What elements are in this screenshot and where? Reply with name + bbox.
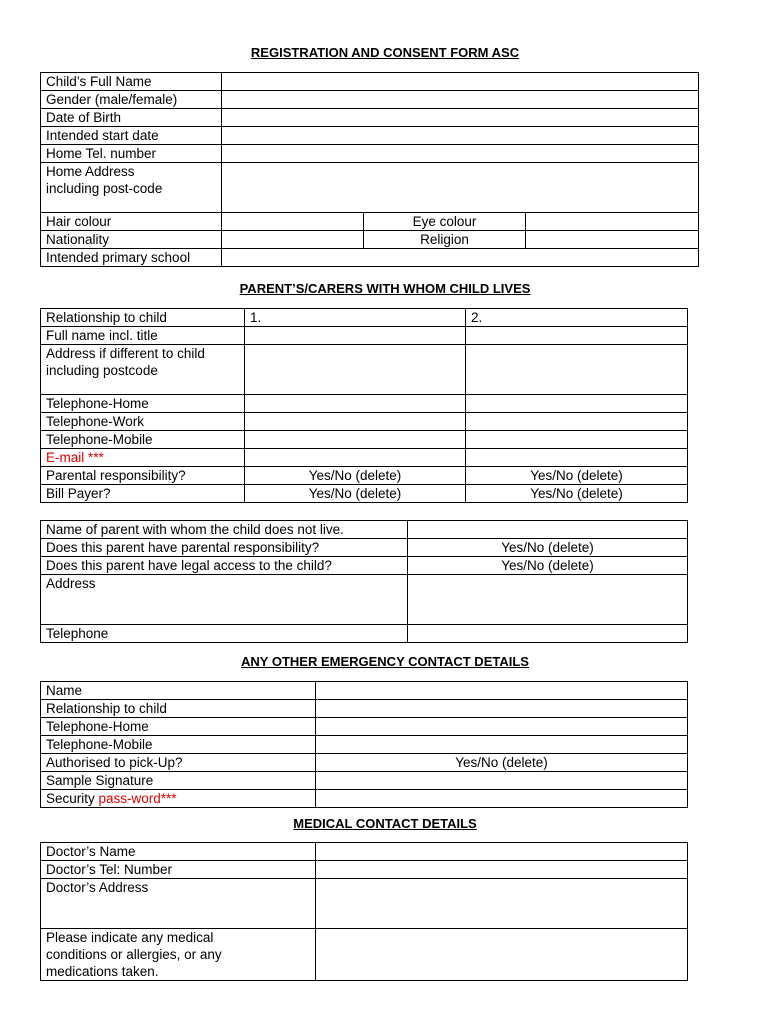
emergency-section-title: ANY OTHER EMERGENCY CONTACT DETAILS [241, 654, 529, 669]
home-address-line-2: including post-code [46, 181, 163, 196]
medical-conditions-line-3: medications taken. [46, 964, 159, 979]
home-address-field[interactable] [222, 163, 699, 213]
doctor-tel-label: Doctor’s Tel: Number [41, 861, 316, 879]
parent-1-tel-work-field[interactable] [245, 413, 466, 431]
parent-1-tel-home-field[interactable] [245, 395, 466, 413]
parent-address-label [41, 345, 245, 395]
parent-1-header: 1. [245, 309, 466, 327]
start-date-field[interactable] [222, 127, 699, 145]
hair-colour-field[interactable] [222, 213, 364, 231]
parent-1-tel-mobile-field[interactable] [245, 431, 466, 449]
emergency-pickup-choice[interactable]: Yes/No (delete) [316, 754, 688, 772]
nationality-label: Nationality [41, 231, 222, 249]
parent-1-bill-payer-choice[interactable]: Yes/No (delete) [245, 485, 466, 503]
parents-table [40, 308, 688, 503]
doctor-name-label: Doctor’s Name [41, 843, 316, 861]
doctor-address-field[interactable] [316, 879, 688, 929]
medical-table [40, 842, 688, 981]
parent-2-header: 2. [466, 309, 688, 327]
doctor-name-field[interactable] [316, 843, 688, 861]
parent-1-email-field[interactable] [245, 449, 466, 467]
parental-responsibility-label: Parental responsibility? [41, 467, 245, 485]
other-parent-telephone-field[interactable] [408, 625, 688, 643]
dob-field[interactable] [222, 109, 699, 127]
doctor-tel-field[interactable] [316, 861, 688, 879]
other-parent-address-field[interactable] [408, 575, 688, 625]
parents-section-title: PARENT’S/CARERS WITH WHOM CHILD LIVES [239, 281, 531, 296]
emergency-name-label: Name [41, 682, 316, 700]
gender-field[interactable] [222, 91, 699, 109]
parent-2-full-name-field[interactable] [466, 327, 688, 345]
parent-2-tel-home-field[interactable] [466, 395, 688, 413]
emergency-tel-mobile-field[interactable] [316, 736, 688, 754]
other-parent-address-label: Address [41, 575, 408, 625]
emergency-signature-label: Sample Signature [41, 772, 316, 790]
parent-email-label: E-mail *** [41, 449, 245, 467]
parent-tel-home-label: Telephone-Home [41, 395, 245, 413]
hair-colour-label: Hair colour [41, 213, 222, 231]
emergency-tel-home-label: Telephone-Home [41, 718, 316, 736]
home-tel-label: Home Tel. number [41, 145, 222, 163]
emergency-signature-field[interactable] [316, 772, 688, 790]
emergency-name-field[interactable] [316, 682, 688, 700]
parent-address-line-2: including postcode [46, 363, 158, 378]
eye-colour-label: Eye colour [364, 213, 526, 231]
other-parent-telephone-label: Telephone [41, 625, 408, 643]
home-address-line-1: Home Address [46, 164, 135, 179]
other-parent-name-field[interactable] [408, 521, 688, 539]
emergency-tel-home-field[interactable] [316, 718, 688, 736]
religion-label: Religion [364, 231, 526, 249]
parent-tel-work-label: Telephone-Work [41, 413, 245, 431]
nationality-field[interactable] [222, 231, 364, 249]
relationship-label: Relationship to child [41, 309, 245, 327]
medical-section-title: MEDICAL CONTACT DETAILS [293, 816, 477, 831]
medical-conditions-line-2: conditions or allergies, or any [46, 947, 222, 962]
security-label-password: pass-word*** [98, 791, 177, 806]
parent-full-name-label: Full name incl. title [41, 327, 245, 345]
other-parent-responsibility-label: Does this parent have parental responsibility? [41, 539, 408, 557]
emergency-security-label [41, 790, 316, 808]
emergency-security-field[interactable] [316, 790, 688, 808]
school-field[interactable] [222, 249, 699, 267]
parent-1-full-name-field[interactable] [245, 327, 466, 345]
school-label: Intended primary school [41, 249, 222, 267]
emergency-table [40, 681, 688, 808]
medical-conditions-label [41, 929, 316, 981]
gender-label: Gender (male/female) [41, 91, 222, 109]
child-full-name-field[interactable] [222, 73, 699, 91]
parent-2-address-field[interactable] [466, 345, 688, 395]
emergency-relationship-label: Relationship to child [41, 700, 316, 718]
parent-2-tel-mobile-field[interactable] [466, 431, 688, 449]
other-parent-name-label: Name of parent with whom the child does not live. [41, 521, 408, 539]
other-parent-access-label: Does this parent have legal access to the child? [41, 557, 408, 575]
parent-1-responsibility-choice[interactable]: Yes/No (delete) [245, 467, 466, 485]
religion-field[interactable] [526, 231, 699, 249]
start-date-label: Intended start date [41, 127, 222, 145]
medical-conditions-field[interactable] [316, 929, 688, 981]
parent-2-tel-work-field[interactable] [466, 413, 688, 431]
parent-1-address-field[interactable] [245, 345, 466, 395]
security-label-prefix: Security [46, 791, 99, 806]
parent-address-line-1: Address if different to child [46, 346, 205, 361]
emergency-tel-mobile-label: Telephone-Mobile [41, 736, 316, 754]
form-title: REGISTRATION AND CONSENT FORM ASC [250, 45, 520, 60]
eye-colour-field[interactable] [526, 213, 699, 231]
other-parent-responsibility-choice[interactable]: Yes/No (delete) [408, 539, 688, 557]
parent-2-email-field[interactable] [466, 449, 688, 467]
home-address-label [41, 163, 222, 213]
other-parent-access-choice[interactable]: Yes/No (delete) [408, 557, 688, 575]
other-parent-table [40, 520, 688, 643]
medical-conditions-line-1: Please indicate any medical [46, 930, 214, 945]
doctor-address-label: Doctor’s Address [41, 879, 316, 929]
emergency-relationship-field[interactable] [316, 700, 688, 718]
dob-label: Date of Birth [41, 109, 222, 127]
emergency-pickup-label: Authorised to pick-Up? [41, 754, 316, 772]
bill-payer-label: Bill Payer? [41, 485, 245, 503]
child-details-table [40, 72, 699, 267]
parent-tel-mobile-label: Telephone-Mobile [41, 431, 245, 449]
child-full-name-label: Child’s Full Name [41, 73, 222, 91]
parent-2-bill-payer-choice[interactable]: Yes/No (delete) [466, 485, 688, 503]
parent-2-responsibility-choice[interactable]: Yes/No (delete) [466, 467, 688, 485]
home-tel-field[interactable] [222, 145, 699, 163]
